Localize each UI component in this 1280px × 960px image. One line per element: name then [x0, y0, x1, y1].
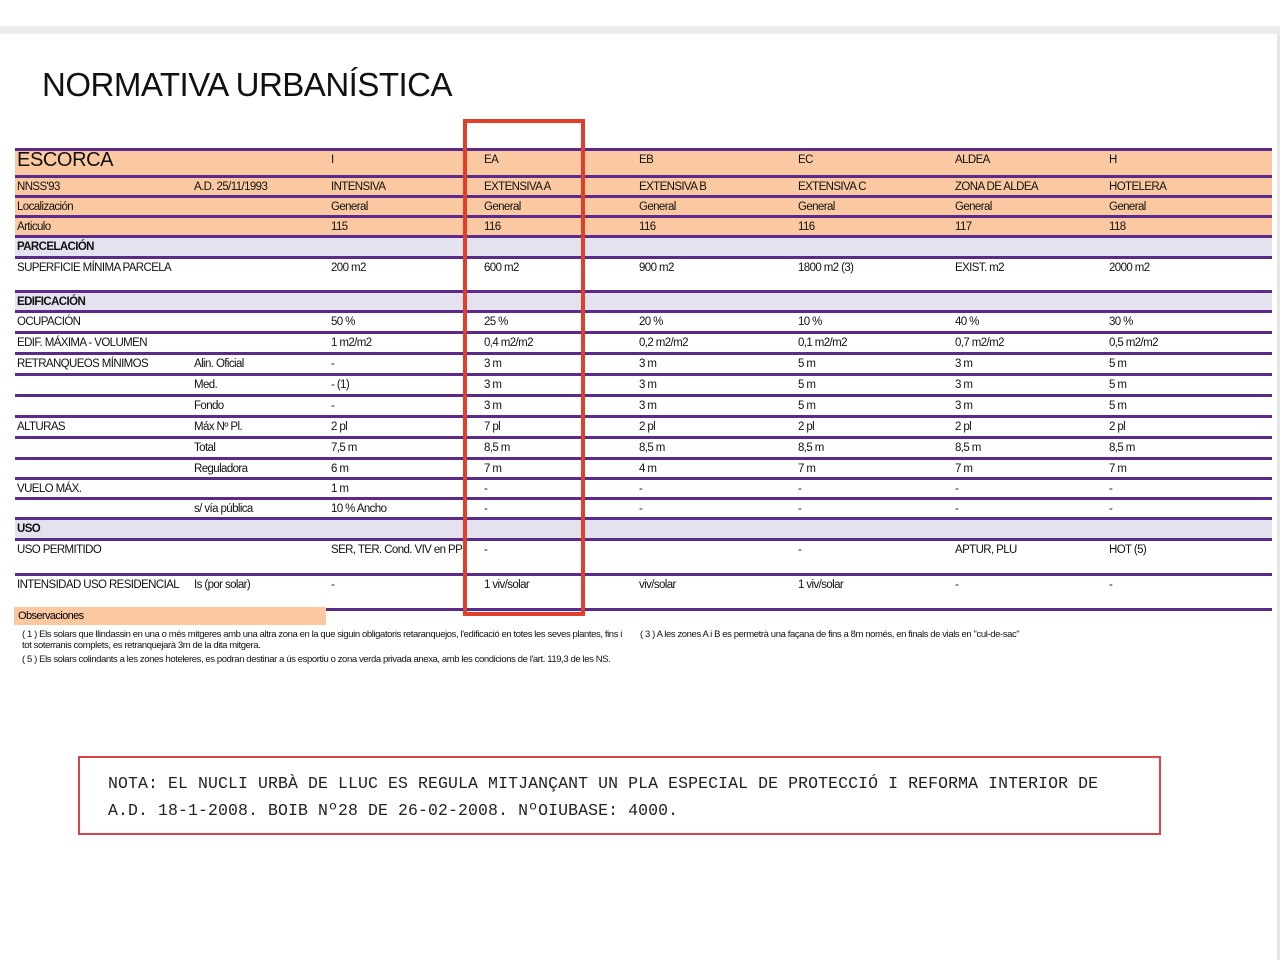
table-cell: I	[331, 154, 334, 166]
table-cell: -	[1109, 483, 1113, 495]
table-cell: 7,5 m	[331, 442, 357, 454]
table-cell: -	[1109, 579, 1113, 591]
table-cell: 0,4 m2/m2	[484, 337, 533, 349]
note-5: ( 5 ) Els solars colindants a les zones hoteleres, es podran destinar a ús esportiu o zona verda privada anexa, amb les condicions de l'art. 119,3 de les NS.	[22, 654, 611, 665]
table-cell: 30 %	[1109, 316, 1133, 328]
note-1: ( 1 ) Els solars que llindassin en una o més mitgeres amb una altra zona en la que siguin obligatoris retaranquejos, l'edificació en totes les seves plantes, fins i tot soterranis complets, es retranquejarà 3m de la dita mitgera.	[22, 629, 622, 651]
table-cell: -	[798, 483, 802, 495]
table-cell: ZONA DE ALDEA	[955, 181, 1038, 193]
row-label: EDIFICACIÓN	[17, 296, 86, 308]
table-cell: 7 m	[955, 463, 973, 475]
table-cell: 1 viv/solar	[798, 579, 844, 591]
table-cell: 3 m	[639, 358, 657, 370]
row-sublabel: Máx Nº Pl.	[194, 421, 243, 433]
table-cell: 25 %	[484, 316, 508, 328]
nota-box	[78, 756, 1161, 835]
table-cell: 200 m2	[331, 262, 366, 274]
table-cell: 5 m	[1109, 379, 1127, 391]
note-3: ( 3 ) A les zones A i B es permetrà una façana de fins a 8m només, en finals de vials en "cul-de-sac"	[640, 629, 1020, 640]
section-row	[15, 293, 1272, 313]
table-cell: -	[1109, 503, 1113, 515]
table-cell: INTENSIVA	[331, 181, 386, 193]
table-cell: 900 m2	[639, 262, 674, 274]
table-cell: General	[1109, 201, 1146, 213]
table-row	[15, 198, 1272, 218]
table-cell: 4 m	[639, 463, 657, 475]
table-row	[15, 334, 1272, 355]
table-cell: -	[955, 579, 959, 591]
table-cell: HOT (5)	[1109, 544, 1147, 556]
observaciones-label: Observaciones	[14, 607, 326, 625]
table-cell: 8,5 m	[639, 442, 665, 454]
table-cell: 5 m	[798, 400, 816, 412]
table-cell: ALDEA	[955, 154, 990, 166]
table-cell: 3 m	[955, 400, 973, 412]
table-cell: 6 m	[331, 463, 349, 475]
row-label: Localización	[17, 201, 74, 213]
row-label: EDIF. MÁXIMA - VOLUMEN	[17, 337, 147, 349]
table-row	[15, 355, 1272, 376]
table-cell: 50 %	[331, 316, 355, 328]
row-label: USO	[17, 523, 41, 535]
section-row	[15, 238, 1272, 259]
table-cell: 5 m	[1109, 400, 1127, 412]
table-cell: 1 m	[331, 483, 349, 495]
table-cell: 5 m	[1109, 358, 1127, 370]
table-cell: EA	[484, 154, 499, 166]
row-label: NNSS'93	[17, 181, 60, 193]
table-row	[15, 397, 1272, 418]
table-row	[15, 500, 1272, 520]
table-cell: 3 m	[639, 400, 657, 412]
table-cell: 8,5 m	[955, 442, 981, 454]
table-row	[15, 460, 1272, 480]
table-cell: 1800 m2 (3)	[798, 262, 854, 274]
row-sublabel: Total	[194, 442, 216, 454]
table-cell: -	[955, 483, 959, 495]
table-cell: 2000 m2	[1109, 262, 1150, 274]
table-cell: APTUR, PLU	[955, 544, 1017, 556]
table-cell: 0,2 m2/m2	[639, 337, 688, 349]
table-cell: -	[798, 544, 802, 556]
table-row	[15, 480, 1272, 500]
table-cell: 20 %	[639, 316, 663, 328]
table-cell: General	[955, 201, 992, 213]
table-cell: -	[484, 544, 488, 556]
table-cell: 3 m	[484, 358, 502, 370]
table-cell: viv/solar	[639, 579, 676, 591]
table-cell: General	[484, 201, 521, 213]
row-sublabel: Is (por solar)	[194, 579, 251, 591]
table-row	[15, 376, 1272, 397]
row-label: ALTURAS	[17, 421, 65, 433]
table-cell: 2 pl	[639, 421, 656, 433]
table-cell: EC	[798, 154, 813, 166]
table-cell: 5 m	[798, 358, 816, 370]
row-label: INTENSIDAD USO RESIDENCIAL	[17, 579, 180, 591]
table-cell: 3 m	[484, 379, 502, 391]
table-cell: 7 pl	[484, 421, 501, 433]
table-cell: -	[955, 503, 959, 515]
table-cell: 7 m	[484, 463, 502, 475]
table-cell: -	[331, 400, 335, 412]
table-row	[15, 576, 1272, 611]
table-cell: 10 % Ancho	[331, 503, 387, 515]
page-title: NORMATIVA URBANÍSTICA	[42, 66, 452, 103]
table-cell: 8,5 m	[798, 442, 824, 454]
table-cell: EXTENSIVA B	[639, 181, 707, 193]
table-cell: -	[798, 503, 802, 515]
section-row	[15, 520, 1272, 541]
table-cell: -	[331, 358, 335, 370]
table-cell: EB	[639, 154, 654, 166]
table-cell: 3 m	[955, 358, 973, 370]
table-cell: -	[639, 503, 643, 515]
table-cell: -	[484, 483, 488, 495]
row-label: ESCORCA	[17, 149, 114, 171]
table-cell: 2 pl	[798, 421, 815, 433]
table-cell: EXTENSIVA A	[484, 181, 551, 193]
table-cell: 3 m	[955, 379, 973, 391]
table-cell: 7 m	[798, 463, 816, 475]
top-bar	[0, 0, 1280, 26]
table-cell: 8,5 m	[484, 442, 510, 454]
table-cell: -	[639, 483, 643, 495]
table-cell: 0,1 m2/m2	[798, 337, 847, 349]
table-cell: 116	[798, 221, 815, 233]
table-cell: General	[639, 201, 676, 213]
row-sublabel: Fondo	[194, 400, 224, 412]
table-cell: 115	[331, 221, 348, 233]
table-cell: 0,7 m2/m2	[955, 337, 1004, 349]
table-cell: SER, TER. Cond. VIV en PP	[331, 544, 463, 556]
table-row	[15, 178, 1272, 198]
row-label: RETRANQUEOS MÍNIMOS	[17, 358, 149, 370]
table-cell: HOTELERA	[1109, 181, 1167, 193]
row-sublabel: s/ vía pública	[194, 503, 253, 515]
table-row	[15, 541, 1272, 576]
table-row	[15, 418, 1272, 439]
table-row	[15, 218, 1272, 238]
table-cell: 3 m	[639, 379, 657, 391]
table-cell: 116	[484, 221, 501, 233]
row-sublabel: Reguladora	[194, 463, 248, 475]
zoning-table	[15, 148, 1272, 611]
table-cell: 118	[1109, 221, 1126, 233]
table-cell: 116	[639, 221, 656, 233]
table-row	[15, 259, 1272, 293]
table-cell: H	[1109, 154, 1117, 166]
top-divider	[0, 26, 1280, 34]
table-cell: 8,5 m	[1109, 442, 1135, 454]
table-cell: -	[484, 503, 488, 515]
table-cell: 0,5 m2/m2	[1109, 337, 1158, 349]
table-cell: 2 pl	[955, 421, 972, 433]
table-cell: 1 m2/m2	[331, 337, 372, 349]
table-cell: 10 %	[798, 316, 822, 328]
row-label: SUPERFICIE MÍNIMA PARCELA	[17, 262, 172, 274]
table-cell: General	[798, 201, 835, 213]
table-cell: EXIST. m2	[955, 262, 1004, 274]
row-label: VUELO MÁX.	[17, 483, 82, 495]
row-label: PARCELACIÓN	[17, 241, 94, 253]
table-cell: 1 viv/solar	[484, 579, 530, 591]
table-cell: 5 m	[798, 379, 816, 391]
row-sublabel: A.D. 25/11/1993	[194, 181, 268, 193]
row-label: OCUPACIÓN	[17, 316, 81, 328]
row-label: USO PERMITIDO	[17, 544, 102, 556]
table-row	[15, 313, 1272, 334]
table-cell: General	[331, 201, 368, 213]
row-label: Articulo	[17, 221, 51, 233]
table-cell: 600 m2	[484, 262, 519, 274]
table-cell: EXTENSIVA C	[798, 181, 866, 193]
table-cell: - (1)	[331, 379, 350, 391]
table-cell: 3 m	[484, 400, 502, 412]
table-cell: 40 %	[955, 316, 979, 328]
table-cell: 117	[955, 221, 972, 233]
nota-text: NOTA: EL NUCLI URBÀ DE LLUC ES REGULA MITJANÇANT UN PLA ESPECIAL DE PROTECCIÓ I REFORMA INTERIOR DE A.D. 18-1-2008. BOIB Nº28 DE 26-02-2008. NºOIUBASE: 4000.	[108, 774, 1099, 820]
row-sublabel: Med.	[194, 379, 218, 391]
table-cell: 2 pl	[1109, 421, 1126, 433]
row-sublabel: Alin. Oficial	[194, 358, 244, 370]
table-cell: 2 pl	[331, 421, 348, 433]
table-cell: -	[331, 579, 335, 591]
table-row	[15, 439, 1272, 460]
table-row	[15, 148, 1272, 178]
table-cell: 7 m	[1109, 463, 1127, 475]
